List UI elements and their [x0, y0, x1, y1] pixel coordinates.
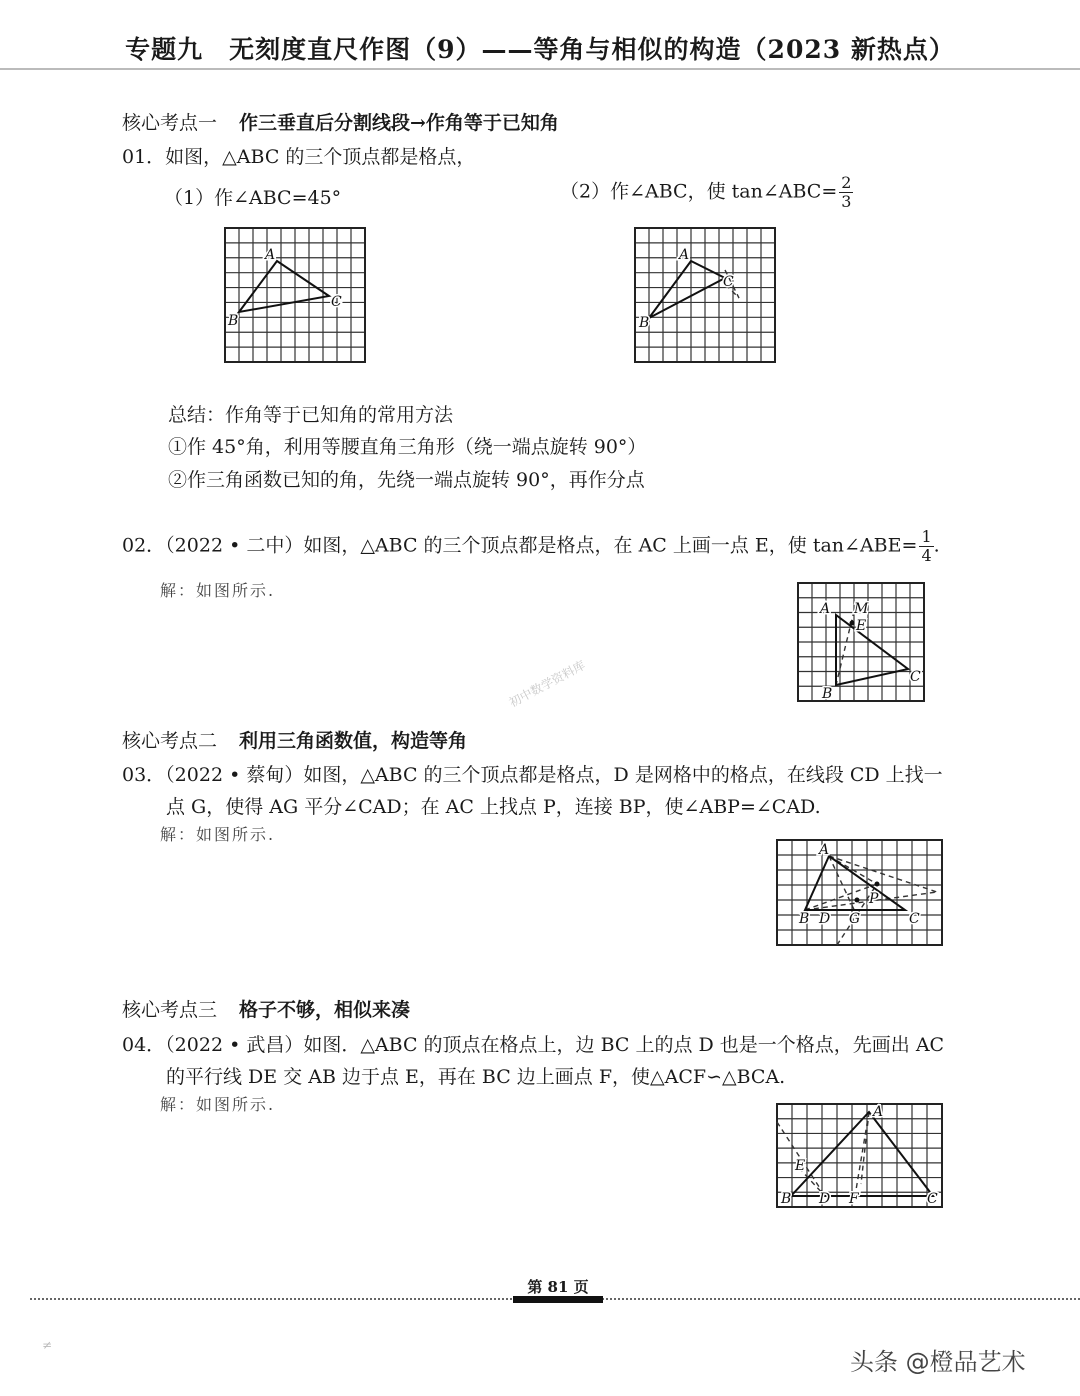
q4-line-1: 04．（2022 • 武昌）如图．△ABC 的顶点在格点上，边 BC 上的点 D 也是一个格点，先画出 AC: [122, 1034, 945, 1056]
page-title: 专题九 无刻度直尺作图（9）——等角与相似的构造（2023 新热点）: [125, 35, 955, 64]
point-label-f: F: [849, 1191, 859, 1207]
vertex-label-b: B: [639, 315, 650, 331]
grid-border: [777, 1104, 942, 1207]
grid-lines: [635, 228, 775, 362]
point-label-d: D: [819, 1191, 831, 1207]
q3-line-1: 03．（2022 • 蔡甸）如图，△ABC 的三个顶点都是格点，D 是网格中的格点，在线段 CD 上找一: [122, 764, 943, 786]
vertex-label-c: C: [331, 294, 342, 310]
point-label-g: G: [849, 911, 861, 927]
q1-part2-text: （2）作∠ABC，使 tan∠ABC=: [560, 180, 838, 203]
triangle-abc: [836, 615, 908, 685]
q2-stem: [122, 528, 940, 565]
vertex-label-b: B: [228, 313, 239, 329]
point-g: [855, 898, 860, 903]
summary-item-1: ①作 45°角，利用等腰直角三角形（绕一端点旋转 90°）: [168, 436, 647, 458]
q3-solution: 解：如图所示.: [160, 825, 276, 844]
figure-q4: [777, 1104, 942, 1207]
point-label-e: E: [856, 618, 867, 634]
corner-mark: ≠: [42, 1338, 53, 1352]
grid-border: [777, 840, 942, 945]
q2-frac-num: 1: [921, 527, 932, 546]
vertex-label-b: B: [781, 1191, 792, 1207]
q3-line-2: 点 G，使得 AG 平分∠CAD；在 AC 上找点 P，连接 BP，使∠ABP=∠CAD.: [166, 796, 821, 818]
q1-frac-num: 2: [841, 173, 852, 192]
section-1-title: 作三垂直后分割线段→作角等于已知角: [239, 112, 559, 134]
q2-stem-end: .: [933, 534, 940, 557]
vertex-label-c: C: [909, 911, 920, 927]
q1-frac-den: 3: [841, 192, 852, 211]
figure-q1-2: [635, 228, 775, 362]
section-2-heading: [122, 726, 467, 753]
vertex-label-c: C: [927, 1191, 938, 1207]
q4-line-2: 的平行线 DE 交 AB 边于点 E，再在 BC 边上画点 F，使△ACF∽△BCA.: [166, 1066, 786, 1088]
vertex-label-b: B: [799, 911, 810, 927]
vertex-label-b: B: [822, 686, 833, 702]
section-3-label: 核心考点三: [122, 999, 218, 1021]
q2-fraction: [919, 528, 933, 565]
vertex-label-a: A: [819, 842, 830, 858]
page-number: 第 81 页: [527, 1278, 589, 1296]
point-label-m: M: [854, 601, 869, 617]
summary-title: 总结：作角等于已知角的常用方法: [168, 404, 454, 426]
point-label-p: P: [869, 891, 879, 907]
section-3-title: 格子不够，相似来凑: [239, 999, 411, 1021]
construction-lines: [777, 1112, 869, 1196]
summary-item-2: ②作三角函数已知的角，先绕一端点旋转 90°，再作分点: [168, 469, 645, 491]
section-3-heading: [122, 995, 410, 1022]
q2-frac-den: 4: [921, 546, 932, 565]
q1-part2: [560, 174, 853, 211]
point-label-e: E: [795, 1158, 806, 1174]
section-1-label: 核心考点一: [122, 112, 218, 134]
vertex-label-a: A: [873, 1104, 884, 1120]
q2-solution: 解：如图所示.: [160, 581, 276, 600]
section-2-title: 利用三角函数值，构造等角: [239, 730, 468, 752]
footer-bar: [513, 1296, 603, 1303]
q2-stem-text: 02．（2022 • 二中）如图，△ABC 的三个顶点都是格点，在 AC 上画一点 E，使 tan∠ABE=: [122, 534, 918, 557]
q1-part1: （1）作∠ABC=45°: [164, 187, 342, 209]
figure-q3: [777, 840, 942, 945]
q4-solution: 解：如图所示.: [160, 1095, 276, 1114]
vertex-label-c: C: [910, 669, 921, 685]
faint-watermark: 初中数学资料库: [506, 658, 588, 710]
vertex-label-c: C: [723, 274, 734, 290]
grid-lines: [777, 840, 942, 945]
q1-stem: 01．如图，△ABC 的三个顶点都是格点，: [122, 146, 476, 168]
vertex-label-a: A: [820, 601, 831, 617]
vertex-label-a: A: [679, 247, 690, 263]
vertex-label-a: A: [265, 247, 276, 263]
grid-lines: [225, 228, 365, 362]
point-label-d: D: [819, 911, 831, 927]
grid-lines: [777, 1104, 942, 1207]
section-2-label: 核心考点二: [122, 730, 218, 752]
section-1-heading: [122, 108, 559, 135]
point-p: [875, 882, 880, 887]
point-e: [850, 621, 855, 626]
q1-part2-fraction: [839, 174, 853, 211]
figure-q1-1: [225, 228, 365, 362]
triangle-abc: [649, 261, 725, 318]
watermark: 头条 @橙品艺术: [850, 1348, 1026, 1376]
title-divider: [0, 68, 1080, 70]
figure-q2: [798, 583, 924, 701]
